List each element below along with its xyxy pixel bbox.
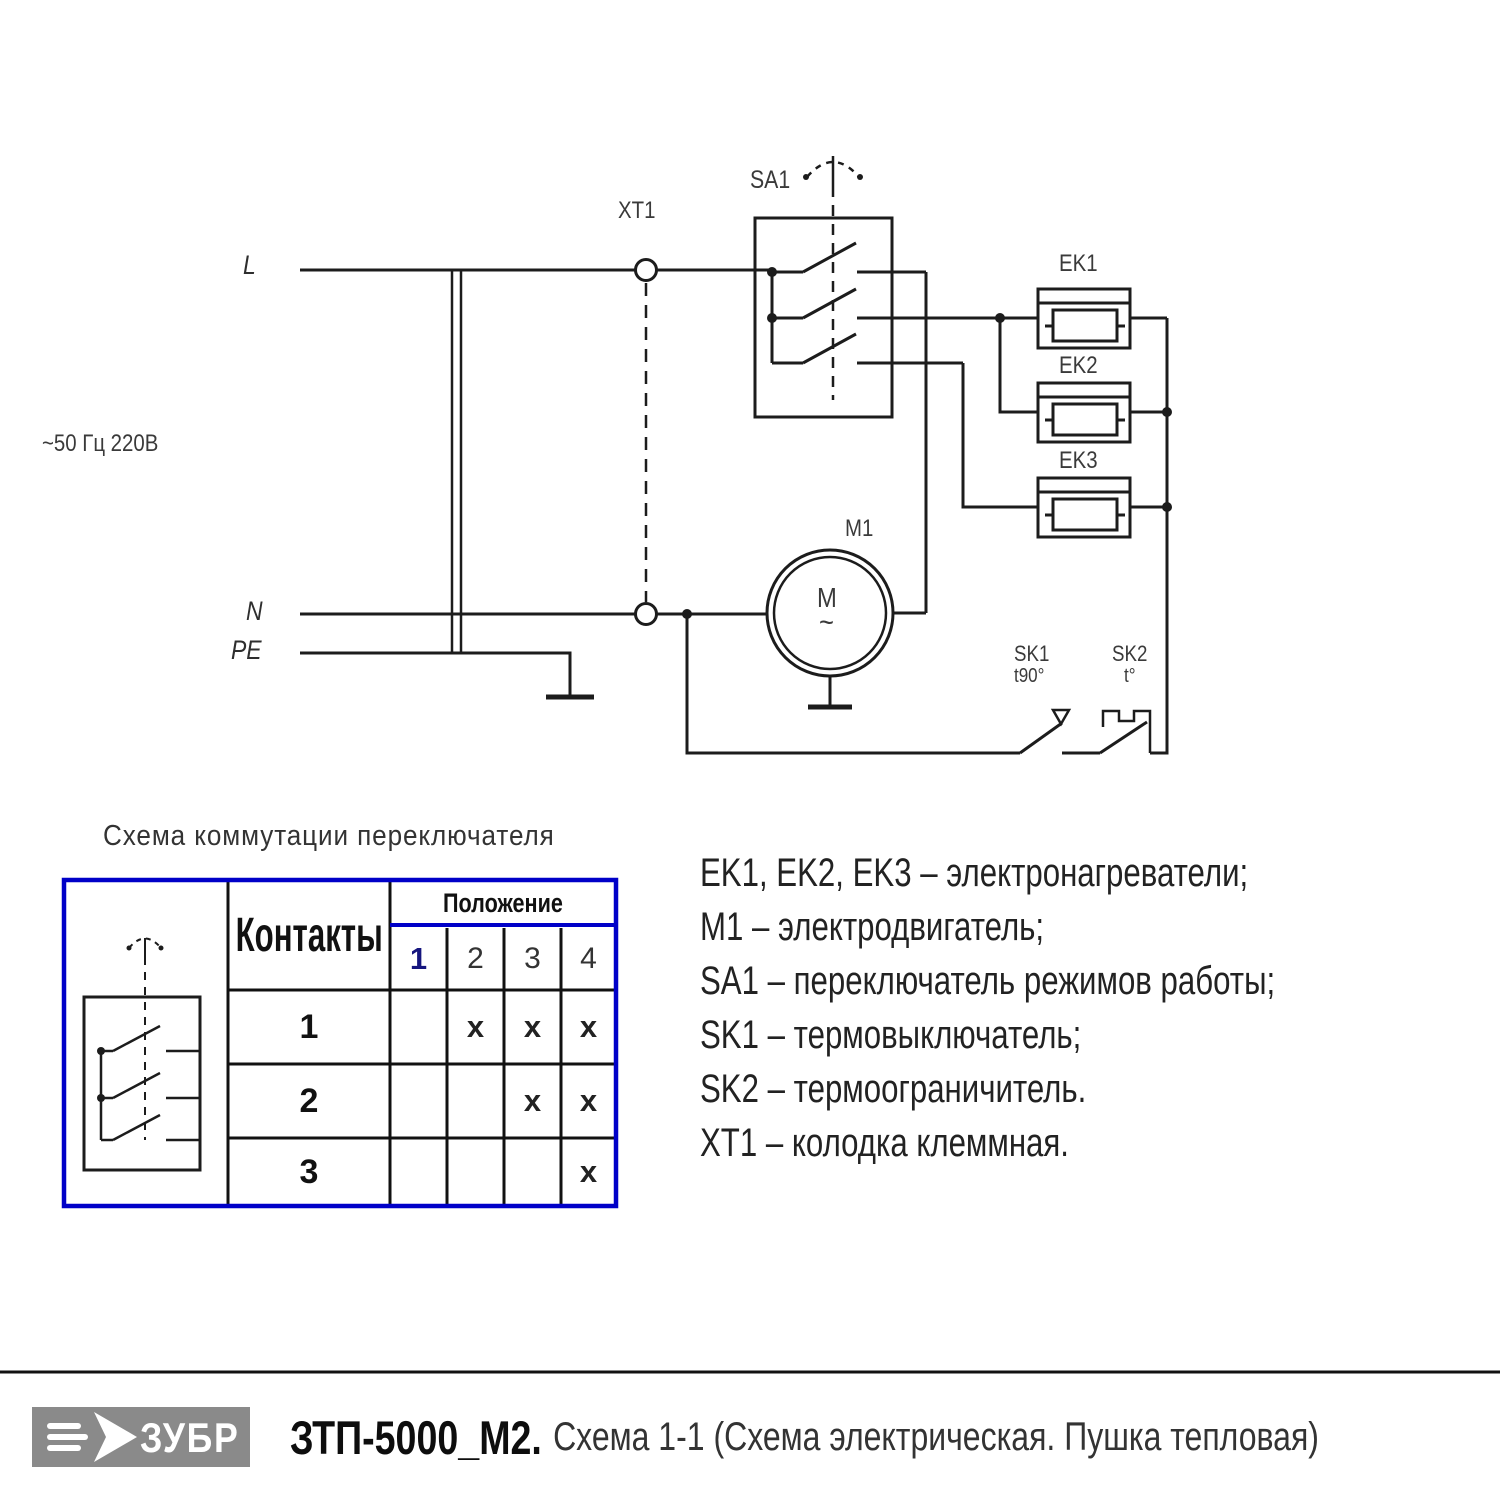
mark: x bbox=[466, 1009, 485, 1044]
commutation-table-title: Схема коммутации переключателя bbox=[103, 820, 555, 852]
motor-ac-sign: ~ bbox=[819, 606, 834, 639]
legend-item: SK2 – термоограничитель. bbox=[700, 1067, 1087, 1111]
sk1-contact-triangle bbox=[1053, 710, 1069, 724]
table-row-contact bbox=[228, 990, 390, 1064]
wire-return bbox=[687, 614, 1020, 753]
sk1-temp-label: t90° bbox=[1014, 665, 1045, 687]
net-label-pe: PE bbox=[231, 635, 262, 665]
ek2-label: EK2 bbox=[1059, 352, 1098, 379]
mark-cell bbox=[390, 1138, 447, 1206]
power-rating-label: ~50 Гц 220В bbox=[42, 430, 159, 457]
contacts-header: Контакты bbox=[235, 908, 383, 962]
position-number-2: 2 bbox=[467, 942, 484, 975]
ek3-label: EK3 bbox=[1059, 447, 1098, 474]
contact-number: 3 bbox=[299, 1152, 319, 1191]
mark-cell bbox=[447, 1138, 504, 1206]
mark: x bbox=[579, 1154, 598, 1189]
position-number-1: 1 bbox=[409, 941, 428, 976]
sk1-blade bbox=[1020, 723, 1062, 753]
footer-title bbox=[290, 1408, 1319, 1466]
footer-model: ЗТП-5000_М2. bbox=[290, 1410, 542, 1464]
motor-letter: M bbox=[817, 582, 837, 613]
sk2-temp-label: t° bbox=[1124, 665, 1136, 687]
mark: x bbox=[523, 1083, 542, 1118]
position-col-3 bbox=[504, 928, 561, 990]
sa1-label: SA1 bbox=[750, 166, 791, 194]
thermal-contacts bbox=[1020, 710, 1150, 753]
position-col-2 bbox=[447, 928, 504, 990]
mark-cell bbox=[561, 1138, 616, 1206]
legend-item: SK1 – термовыключатель; bbox=[700, 1013, 1082, 1057]
wire-PE bbox=[300, 653, 570, 697]
wires bbox=[300, 270, 1020, 753]
contact-number: 2 bbox=[299, 1081, 319, 1120]
legend-item: SA1 – переключатель режимов работы; bbox=[700, 959, 1276, 1003]
xt1-terminal-bottom bbox=[636, 604, 657, 625]
legend bbox=[700, 846, 1275, 1170]
contacts-header-cell bbox=[228, 880, 390, 990]
table-switch-pictogram bbox=[84, 938, 200, 1170]
sk1-label: SK1 bbox=[1014, 641, 1050, 666]
sa1-arc-end-right bbox=[857, 174, 863, 180]
mark-cell bbox=[561, 990, 616, 1064]
mark-cell bbox=[447, 1064, 504, 1138]
wire-contact1-to-motor bbox=[893, 272, 926, 613]
mark-cell bbox=[390, 1064, 447, 1138]
mark-cell bbox=[447, 990, 504, 1064]
mark-cell bbox=[504, 990, 561, 1064]
ek1-label: EK1 bbox=[1059, 250, 1098, 277]
sa1-output-wires bbox=[857, 272, 1038, 363]
wire-to-ek2 bbox=[1000, 318, 1038, 412]
position-header: Положение bbox=[443, 887, 563, 918]
heater-ek1-symbol bbox=[1038, 289, 1130, 348]
heater-return-bus bbox=[1150, 318, 1167, 753]
position-header-cell bbox=[392, 882, 614, 924]
mark-cell bbox=[504, 1138, 561, 1206]
mark-cell bbox=[390, 990, 447, 1064]
net-label-n: N bbox=[246, 596, 263, 626]
supply-cord-pair bbox=[452, 270, 461, 653]
mark: x bbox=[523, 1009, 542, 1044]
net-label-l: L bbox=[243, 250, 256, 280]
footer-subtitle: Схема 1-1 (Схема электрическая. Пушка тепловая) bbox=[553, 1414, 1319, 1459]
heater-ek3-symbol bbox=[1038, 478, 1130, 537]
heaters bbox=[1038, 289, 1130, 537]
legend-item: M1 – электродвигатель; bbox=[700, 905, 1045, 949]
heater-ek2-symbol bbox=[1038, 383, 1130, 442]
contact-number: 1 bbox=[299, 1007, 319, 1046]
position-col-4 bbox=[561, 928, 616, 990]
xt1-label: XT1 bbox=[618, 197, 656, 224]
legend-item: XT1 – колодка клеммная. bbox=[700, 1121, 1069, 1165]
mark-cell bbox=[504, 1064, 561, 1138]
mode-switch-sa1 bbox=[755, 156, 1038, 417]
sk2-label: SK2 bbox=[1112, 641, 1148, 666]
zubr-brand-text: ЗУБР bbox=[140, 1414, 240, 1461]
legend-item: EK1, EK2, EK3 – электронагреватели; bbox=[700, 851, 1249, 895]
table-row-contact bbox=[228, 1064, 390, 1138]
mark-cell bbox=[561, 1064, 616, 1138]
position-number-4: 4 bbox=[580, 942, 597, 975]
mark: x bbox=[579, 1083, 598, 1118]
sk2-blade bbox=[1100, 722, 1147, 753]
mark: x bbox=[579, 1009, 598, 1044]
sa1-contact-blades bbox=[803, 243, 856, 363]
heater-output-wires bbox=[1130, 318, 1167, 507]
position-col-1 bbox=[390, 928, 447, 990]
position-number-3: 3 bbox=[524, 942, 541, 975]
terminal-block-xt1 bbox=[636, 260, 657, 625]
sa1-arc-end-left bbox=[803, 174, 809, 180]
m1-label: M1 bbox=[845, 515, 874, 542]
table-row-contact bbox=[228, 1138, 390, 1206]
xt1-terminal-top bbox=[636, 260, 657, 281]
